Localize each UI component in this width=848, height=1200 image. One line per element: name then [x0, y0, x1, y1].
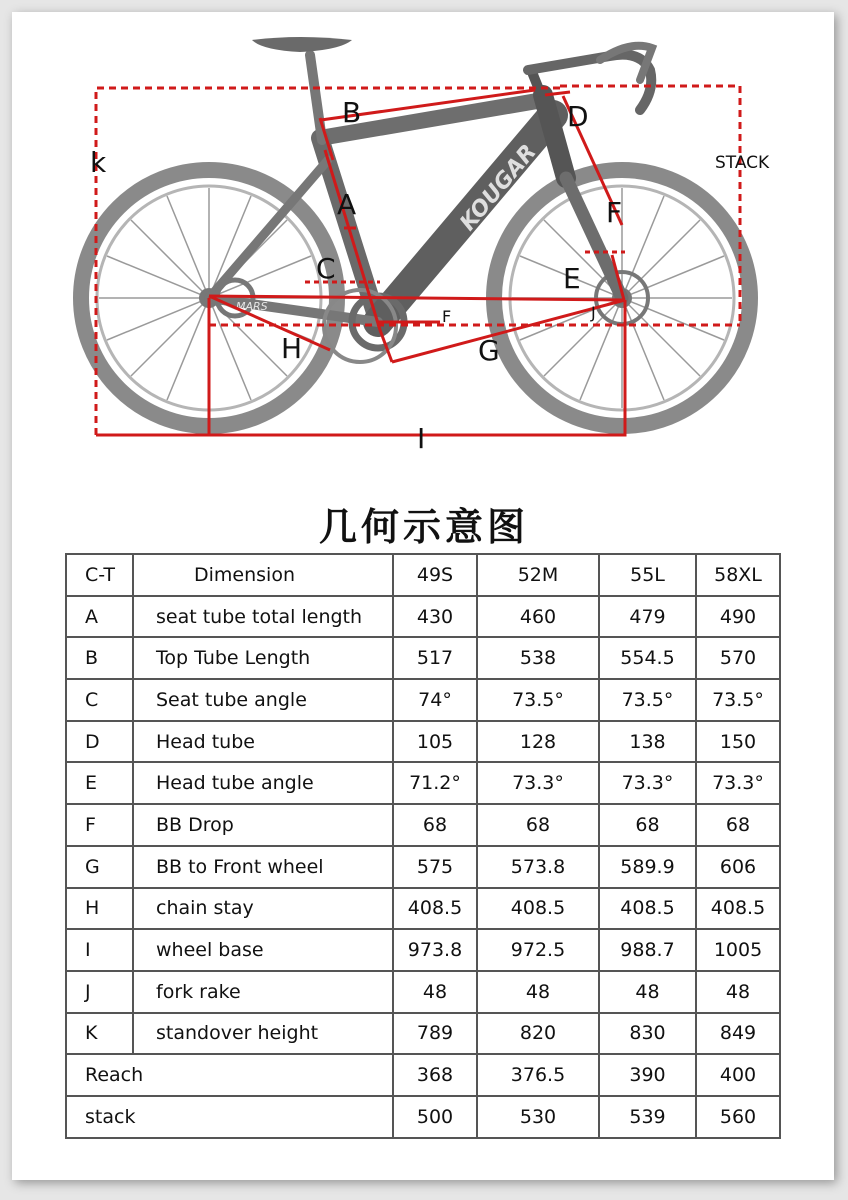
- row-dimension: BB to Front wheel: [133, 846, 393, 888]
- row-dimension: chain stay: [133, 888, 393, 930]
- row-value: 408.5: [393, 888, 477, 930]
- row-value: 479: [599, 596, 696, 638]
- row-value: 400: [696, 1054, 780, 1096]
- table-header-row: [66, 554, 780, 596]
- row-code: D: [66, 721, 133, 763]
- row-code: G: [66, 846, 133, 888]
- row-dimension: BB Drop: [133, 804, 393, 846]
- label-f-head: F: [606, 196, 623, 229]
- row-value: 48: [393, 971, 477, 1013]
- row-value: 68: [696, 804, 780, 846]
- row-value: 390: [599, 1054, 696, 1096]
- row-value: 972.5: [477, 929, 599, 971]
- table-row: [66, 888, 780, 930]
- row-value: 138: [599, 721, 696, 763]
- row-value: 408.5: [477, 888, 599, 930]
- row-value: 71.2°: [393, 762, 477, 804]
- row-value: 68: [477, 804, 599, 846]
- label-d: D: [567, 100, 589, 133]
- row-value: 68: [393, 804, 477, 846]
- label-c: C: [316, 252, 336, 285]
- row-value: 606: [696, 846, 780, 888]
- row-value: 830: [599, 1013, 696, 1055]
- label-h: H: [281, 332, 303, 365]
- table-row: [66, 1096, 780, 1138]
- row-value: 517: [393, 637, 477, 679]
- row-value: 460: [477, 596, 599, 638]
- row-value: 105: [393, 721, 477, 763]
- table-row: [66, 1054, 780, 1096]
- row-code: I: [66, 929, 133, 971]
- row-dimension: Head tube: [133, 721, 393, 763]
- row-value: 530: [477, 1096, 599, 1138]
- row-value: 73.5°: [696, 679, 780, 721]
- row-code: K: [66, 1013, 133, 1055]
- row-value: 48: [696, 971, 780, 1013]
- row-dimension: Head tube angle: [133, 762, 393, 804]
- row-code: J: [66, 971, 133, 1013]
- row-dimension: stack: [66, 1096, 393, 1138]
- label-j: J: [591, 303, 596, 322]
- row-value: 560: [696, 1096, 780, 1138]
- header-size-55l: 55L: [599, 554, 696, 596]
- table-row: [66, 804, 780, 846]
- row-value: 74°: [393, 679, 477, 721]
- row-code: E: [66, 762, 133, 804]
- row-value: 73.3°: [477, 762, 599, 804]
- row-value: 128: [477, 721, 599, 763]
- row-value: 973.8: [393, 929, 477, 971]
- header-dimension: Dimension: [133, 554, 393, 596]
- geometry-title: 几何示意图: [318, 505, 529, 549]
- row-value: 539: [599, 1096, 696, 1138]
- table-row: [66, 637, 780, 679]
- stay-brand: MARS: [236, 300, 268, 313]
- row-dimension: Reach: [66, 1054, 393, 1096]
- row-value: 849: [696, 1013, 780, 1055]
- label-f-bb: F: [442, 307, 452, 326]
- header-code: C-T: [66, 554, 133, 596]
- row-dimension: standover height: [133, 1013, 393, 1055]
- table-row: [66, 596, 780, 638]
- row-code: B: [66, 637, 133, 679]
- row-value: 48: [599, 971, 696, 1013]
- row-value: 820: [477, 1013, 599, 1055]
- row-value: 48: [477, 971, 599, 1013]
- table-row: [66, 971, 780, 1013]
- table-row: [66, 721, 780, 763]
- header-size-52m: 52M: [477, 554, 599, 596]
- row-value: 73.3°: [599, 762, 696, 804]
- row-value: 376.5: [477, 1054, 599, 1096]
- label-g: G: [478, 334, 500, 367]
- row-value: 73.5°: [599, 679, 696, 721]
- row-value: 490: [696, 596, 780, 638]
- row-value: 408.5: [599, 888, 696, 930]
- table-row: [66, 929, 780, 971]
- label-a: A: [337, 188, 357, 221]
- table-row: [66, 846, 780, 888]
- row-dimension: wheel base: [133, 929, 393, 971]
- row-value: 73.5°: [477, 679, 599, 721]
- row-value: 988.7: [599, 929, 696, 971]
- header-size-49s: 49S: [393, 554, 477, 596]
- header-size-58xl: 58XL: [696, 554, 780, 596]
- frame-brand: KOUGAR: [455, 139, 542, 236]
- label-k: k: [90, 146, 107, 179]
- row-value: 538: [477, 637, 599, 679]
- row-value: 368: [393, 1054, 477, 1096]
- row-dimension: seat tube total length: [133, 596, 393, 638]
- row-value: 150: [696, 721, 780, 763]
- row-value: 430: [393, 596, 477, 638]
- row-value: 408.5: [696, 888, 780, 930]
- row-dimension: fork rake: [133, 971, 393, 1013]
- row-value: 1005: [696, 929, 780, 971]
- row-code: C: [66, 679, 133, 721]
- row-code: A: [66, 596, 133, 638]
- row-dimension: Seat tube angle: [133, 679, 393, 721]
- label-i: I: [417, 422, 426, 455]
- bike-geometry-diagram: [0, 0, 848, 470]
- row-value: 570: [696, 637, 780, 679]
- row-value: 73.3°: [696, 762, 780, 804]
- table-row: [66, 1013, 780, 1055]
- row-value: 500: [393, 1096, 477, 1138]
- row-value: 554.5: [599, 637, 696, 679]
- row-code: H: [66, 888, 133, 930]
- row-code: F: [66, 804, 133, 846]
- row-dimension: Top Tube Length: [133, 637, 393, 679]
- table-row: [66, 679, 780, 721]
- row-value: 68: [599, 804, 696, 846]
- row-value: 575: [393, 846, 477, 888]
- row-value: 789: [393, 1013, 477, 1055]
- row-value: 573.8: [477, 846, 599, 888]
- table-row: [66, 762, 780, 804]
- geometry-table: [65, 553, 781, 1139]
- row-value: 589.9: [599, 846, 696, 888]
- label-e: E: [563, 262, 581, 295]
- label-b: B: [342, 96, 362, 129]
- label-stack: STACK: [715, 153, 770, 173]
